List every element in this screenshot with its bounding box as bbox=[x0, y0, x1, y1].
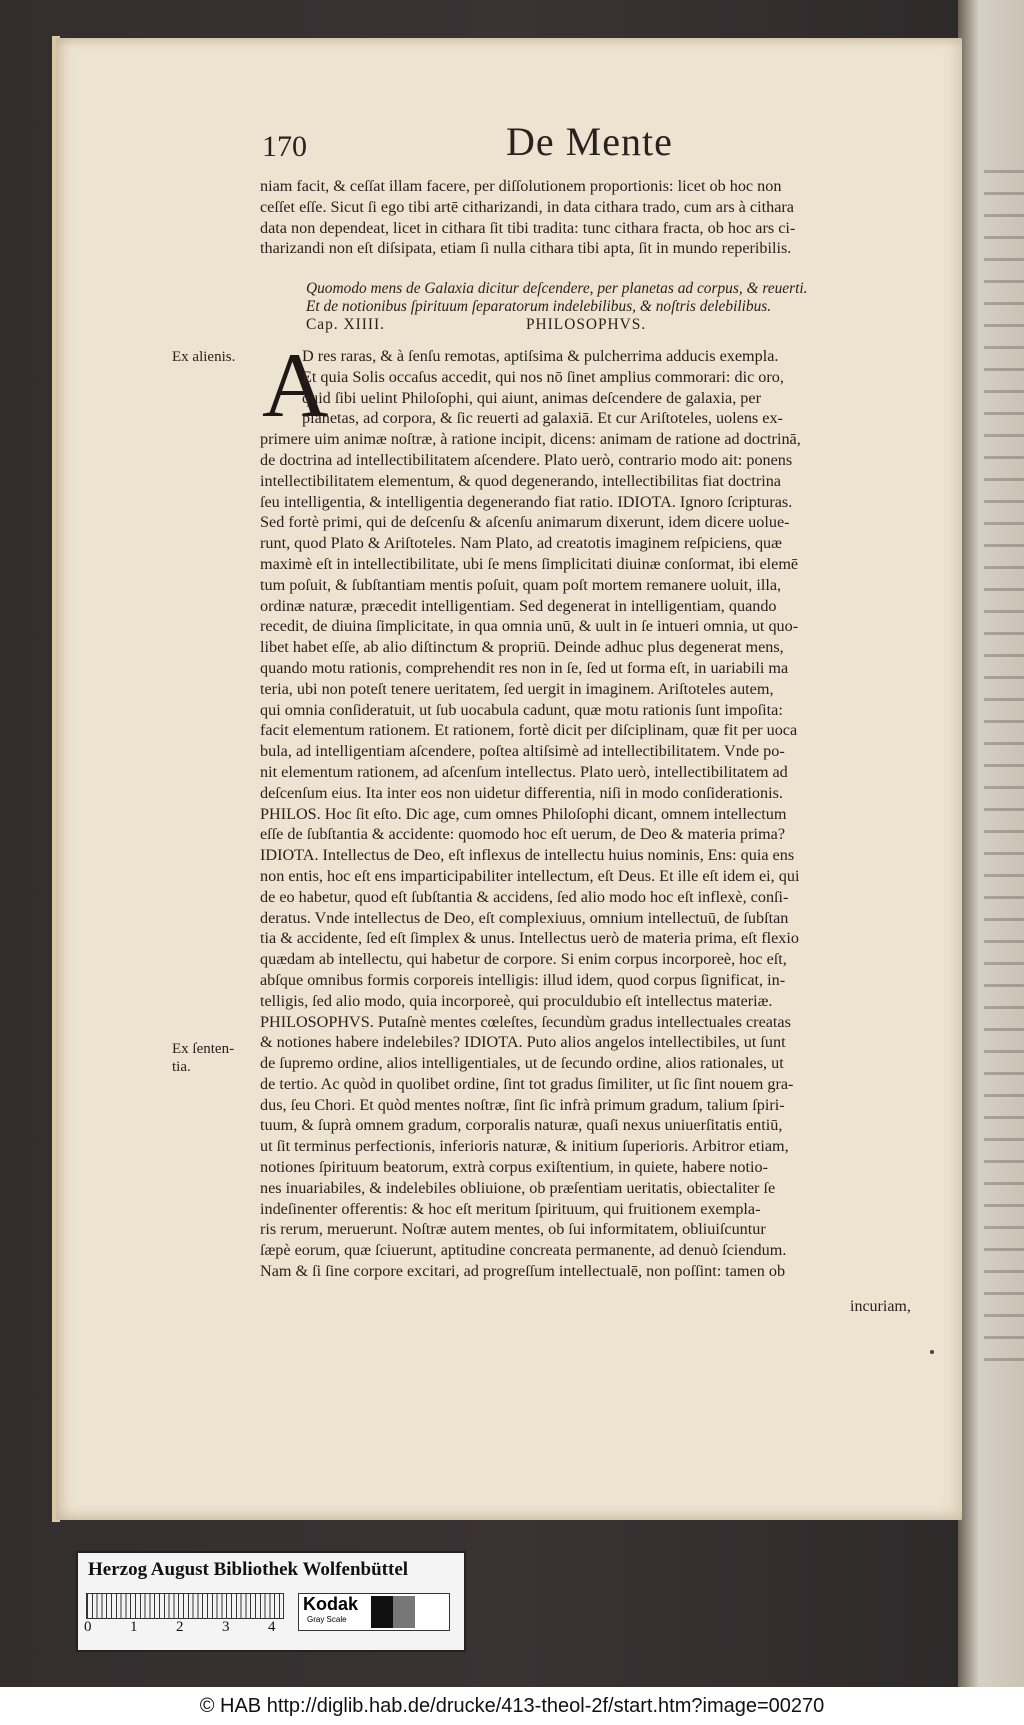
margin-note-line-2: tia. bbox=[172, 1059, 191, 1075]
margin-note-line-1: Ex ſenten- bbox=[172, 1041, 235, 1057]
text-line: maximè eſt in intellectibilitate, ubi ſe mens ſimplicitati diuinæ conſormat, ibi elemē bbox=[260, 554, 799, 573]
text-line: ris rerum, meruerunt. Noſtræ autem mentes, ob ſui informitatem, obliuiſcuntur bbox=[260, 1220, 766, 1239]
top-paragraph bbox=[260, 176, 942, 259]
ruler-number: 4 bbox=[268, 1619, 276, 1635]
text-line: runt, quod Plato & Ariſtoteles. Nam Plato, ad creatotis imaginem reſpiciens, quæ bbox=[260, 534, 782, 553]
text-line: Nam & ſi ſine corpore excitari, ad progreſſum intellectualē, non poſſint: tamen ob bbox=[260, 1262, 786, 1281]
text-line: tharizandi non eſt diſsipata, etiam ſi nulla cithara tibi apta, ſit in mundo reperibilis. bbox=[260, 239, 792, 258]
scale-ruler bbox=[86, 1593, 284, 1619]
text-line: PHILOS. Hoc ſit eſto. Dic age, cum omnes Philoſophi dicant, omnem intellectum bbox=[260, 804, 787, 823]
text-line: dus, ſeu Chori. Et quòd mentes noſtræ, ſint ſic infrà primum gradum, talium ſpiri- bbox=[260, 1095, 785, 1114]
main-text-block bbox=[260, 346, 942, 1282]
text-line: quædam ab intellectu, qui habetur de corpore. Si enim corpus incorporeè, hoc eſt, bbox=[260, 950, 787, 969]
text-line: tum poſuit, & ſubſtantiam mentis poſuit, quam poſt mortem remanere uoluit, illa, bbox=[260, 575, 782, 594]
copyright-footer: © HAB http://diglib.hab.de/drucke/413-theol-2f/start.htm?image=00270 bbox=[0, 1687, 1024, 1725]
text-line: qui omnia conſideratuit, ut ſub uocabula cadunt, quæ motu rationis ſunt impoſita: bbox=[260, 700, 783, 719]
show-through-text bbox=[984, 170, 1024, 1370]
ruler-number: 1 bbox=[130, 1619, 138, 1635]
kodak-logo: Kodak bbox=[303, 1594, 359, 1614]
text-line: bula, ad intelligentiam aſcendere, poſtea altiſsimè ad intellectibilitatem. Vnde po- bbox=[260, 742, 785, 761]
gray-scale-label: Gray Scale bbox=[307, 1615, 347, 1624]
text-line: deratus. Vnde intellectus de Deo, eſt complexiuus, omnium intellectuū, de ſubſtan bbox=[260, 908, 789, 927]
text-line: indeſinenter offerentis: & hoc eſt meritum ſpirituum, qui fruitionem exempla- bbox=[260, 1199, 761, 1218]
text-line: deſcenſum eius. Ita inter eos non uidetur differentia, niſi in modo conſiderationis. bbox=[260, 783, 783, 802]
text-line: PHILOSOPHVS. Putaſnè mentes cœleſtes, ſecundùm gradus intellectuales creatas bbox=[260, 1012, 791, 1031]
text-line: nes inuariabiles, & indelebiles obliuione, ob præſentiam ueritatis, obiectaliter ſe bbox=[260, 1178, 776, 1197]
text-line: ut ſit terminus perfectionis, inferioris naturæ, & initium ſuperioris. Arbitror etiam, bbox=[260, 1137, 789, 1156]
text-line: non entis, hoc eſt ens imparticipabiliter intellectum, eſt Deus. Et ille eſt idem ei, qui bbox=[260, 866, 800, 885]
text-line: ſeu intelligentia, & intelligentia degenerando fiat ratio. IDIOTA. Ignoro ſcripturas. bbox=[260, 492, 793, 511]
text-line: planetas, ad corpora, & ſic reuerti ad galaxiā. Et cur Ariſtoteles, uolens ex- bbox=[302, 409, 783, 428]
ruler-number: 3 bbox=[222, 1619, 230, 1635]
text-line: notiones ſpirituum beatorum, extrà corpus exiſtentium, in quiete, habere notio- bbox=[260, 1158, 768, 1177]
text-line: & notiones habere indelebiles? IDIOTA. Puto alios angelos intellectibiles, ut ſunt bbox=[260, 1033, 786, 1052]
margin-note-ex-alienis: Ex alienis. bbox=[172, 349, 236, 365]
ink-spot bbox=[930, 1350, 934, 1354]
chapter-number: Cap. XIIII. bbox=[306, 316, 385, 333]
text-line: Sed fortè primi, qui de deſcenſu & aſcenſu animarum dixerunt, idem dicere uolue- bbox=[260, 513, 790, 532]
ruler-number: 0 bbox=[84, 1619, 92, 1635]
text-line: de doctrina ad intellectibilitatem aſcendere. Plato uerò, contrario modo ait: ponens bbox=[260, 450, 793, 469]
text-line: tuum, & ſuprà omnem gradum, corporalis naturæ, quaſi nexus uniuerſitatis entiū, bbox=[260, 1116, 783, 1135]
text-line: D res raras, & à ſenſu remotas, aptiſsima & pulcherrima adducis exempla. bbox=[302, 347, 779, 365]
text-line: facit elementum rationem. Et rationem, fortè dicit per diſciplinam, quæ fit per uoca bbox=[260, 721, 798, 740]
text-line: de ſupremo ordine, alios intelligentiales, ut de ſecundo ordine, alios rationales, ut bbox=[260, 1054, 784, 1073]
drop-cap-initial: A bbox=[262, 334, 329, 436]
swatch-white bbox=[415, 1596, 445, 1628]
adjacent-page-edge bbox=[958, 0, 1024, 1687]
chapter-number-row bbox=[306, 316, 946, 334]
text-line: ordinæ naturæ, præcedit intelligentiam. Sed degenerat in intelligentiam, quando bbox=[260, 596, 777, 615]
swatch-gray bbox=[393, 1596, 415, 1628]
text-line: de tertio. Ac quòd in quolibet ordine, ſint tot gradus ſimiliter, ut ſic ſint nouem gra- bbox=[260, 1074, 794, 1093]
swatch-black bbox=[371, 1596, 393, 1628]
chapter-heading-line-1: Quomodo mens de Galaxia dicitur deſcendere, per planetas ad corpus, & reuerti. bbox=[306, 280, 808, 297]
text-line: telligis, ſed alio modo, quia incorporeè, qui proculdubio eſt intellectus materiæ. bbox=[260, 991, 773, 1010]
chapter-heading bbox=[306, 280, 946, 334]
text-line: Et quia Solis occaſus accedit, qui nos nō ſinet amplius commorari: dic oro, bbox=[302, 367, 784, 386]
gray-swatches bbox=[371, 1596, 446, 1628]
page-number: 170 bbox=[262, 130, 307, 163]
library-name: Herzog August Bibliothek Wolfenbüttel bbox=[88, 1559, 409, 1580]
text-line: quid ſibi uelint Philoſophi, qui aiunt, animas deſcendere de galaxia, per bbox=[302, 388, 761, 407]
margin-note-ex-sententia bbox=[172, 1040, 262, 1076]
running-title: De Mente bbox=[506, 119, 673, 164]
text-line: tia & accidente, ſed eſt ſimplex & unus. Intellectus uerò de materia prima, eſt flexio bbox=[260, 929, 799, 948]
text-line: ceſſet eſſe. Sicut ſi ego tibi artē citharizandi, in data cithara trado, cum ars à cithara bbox=[260, 197, 794, 216]
text-line: quando motu rationis, comprehendit res non in ſe, ſed ut forma eſt, in uariabili ma bbox=[260, 658, 789, 677]
text-line: nit elementum rationem, ad aſcenſum intellectus. Plato uerò, intellectibilitatem ad bbox=[260, 762, 788, 781]
color-target-card bbox=[76, 1551, 466, 1652]
text-line: intellectibilitatem elementum, & quod degenerando, intellectibilitas fiat doctrina bbox=[260, 471, 781, 490]
speaker-label: PHILOSOPHVS. bbox=[526, 316, 647, 333]
text-line: de eo habetur, quod eſt ſubſtantia & accidens, ſed alio modo hoc eſt inflexè, conſi- bbox=[260, 887, 789, 906]
text-line: ſæpè eorum, quæ ſciuerunt, aptitudine concreata permanente, ad denuò ſciendum. bbox=[260, 1241, 787, 1260]
text-line: eſſe de ſubſtantia & accidente: quomodo hoc eſt uerum, de Deo & materia prima? bbox=[260, 825, 786, 844]
ruler-number: 2 bbox=[176, 1619, 184, 1635]
text-line: niam facit, & ceſſat illam facere, per diſſolutionem proportionis: licet ob hoc non bbox=[260, 177, 782, 195]
kodak-gray-scale bbox=[298, 1593, 450, 1631]
text-line: recedit, de diuina ſimplicitate, in qua omnia unū, & uult in ſe intueri omnia, ut quo- bbox=[260, 617, 799, 636]
text-line: abſque omnibus formis corporeis intelligis: illud idem, quod corpus ſignificat, in- bbox=[260, 970, 786, 989]
text-line: libet habet eſſe, ab alio diſtinctum & propriū. Deinde adhuc plus degenerat mens, bbox=[260, 638, 784, 657]
text-line: teria, ubi non poteſt tenere ueritatem, ſed uergit in imaginem. Ariſtoteles autem, bbox=[260, 679, 774, 698]
text-line: IDIOTA. Intellectus de Deo, eſt inflexus de intellectu huius nominis, Ens: quia ens bbox=[260, 846, 795, 865]
catchword: incuriam, bbox=[850, 1298, 911, 1315]
text-line: primere uim animæ noſtræ, à ratione incipit, dicens: animam de ratione ad doctrinā, bbox=[260, 430, 801, 449]
text-line: data non dependeat, licet in cithara ſit tibi tradita: tunc cithara fracta, ob hoc ars ci- bbox=[260, 218, 796, 237]
chapter-heading-line-2: Et de notionibus ſpirituum ſeparatorum indelebilibus, & noſtris delebilibus. bbox=[306, 298, 772, 315]
page-header bbox=[262, 118, 952, 178]
